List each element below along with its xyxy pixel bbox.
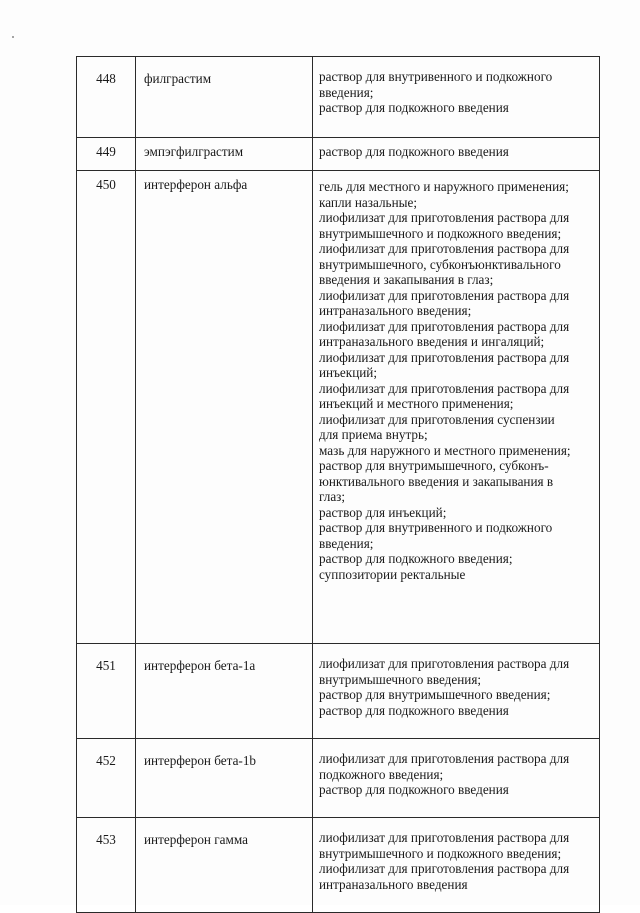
dosage-form-line: лиофилизат для приготовления раствора для <box>319 656 570 671</box>
dosage-form-line: внутримышечного введения; <box>319 671 482 687</box>
row-number: 449 <box>77 138 136 171</box>
dosage-forms <box>313 138 600 171</box>
table-row <box>77 138 600 171</box>
dosage-form-line: внутримышечного, субконъюнктивального <box>319 256 561 272</box>
dosage-form-line: раствор для подкожного введения <box>319 782 509 797</box>
dosage-form-line: внутримышечного и подкожного введения; <box>319 845 562 861</box>
dosage-form-line: лиофилизат для приготовления суспензии <box>319 411 555 427</box>
drug-name: интерферон бета-1b <box>136 739 313 818</box>
dosage-form-line: введения; <box>319 535 374 551</box>
scan-speck <box>12 36 14 38</box>
dosage-form-line: раствор для внутривенного и подкожного <box>319 69 553 84</box>
drug-name: филграстим <box>136 57 313 138</box>
drug-name: интерферон альфа <box>136 171 313 644</box>
dosage-form-line: инъекций и местного применения; <box>319 396 514 411</box>
dosage-form-line: интраназального введения; <box>319 303 472 318</box>
drug-name: эмпэгфилграстим <box>136 138 313 171</box>
table-row <box>77 171 600 644</box>
dosage-forms <box>313 739 600 818</box>
row-number: 451 <box>77 644 136 739</box>
dosage-form-line: лиофилизат для приготовления раствора для <box>319 287 570 303</box>
table-row <box>77 644 600 739</box>
dosage-form-line: инъекций; <box>319 365 378 380</box>
dosage-form-line: внутримышечного и подкожного введения; <box>319 225 562 241</box>
drug-name: интерферон гамма <box>136 818 313 913</box>
row-number: 453 <box>77 818 136 913</box>
table-row <box>77 818 600 913</box>
dosage-form-line: введения; <box>319 84 374 100</box>
dosage-forms <box>313 818 600 913</box>
dosage-form-line: лиофилизат для приготовления раствора для <box>319 210 570 225</box>
dosage-form-line: лиофилизат для приготовления раствора для <box>319 380 570 396</box>
dosage-form-line: раствор для внутривенного и подкожного <box>319 520 553 535</box>
dosage-form-line: гель для местного и наружного применения; <box>319 179 569 194</box>
row-number: 450 <box>77 171 136 644</box>
dosage-form-line: глаз; <box>319 489 346 504</box>
drug-name: интерферон бета-1a <box>136 644 313 739</box>
dosage-form-line: суппозитории ректальные <box>319 566 466 582</box>
table-row <box>77 57 600 138</box>
row-number: 452 <box>77 739 136 818</box>
table-row <box>77 739 600 818</box>
dosage-form-line: раствор для подкожного введения <box>319 702 509 718</box>
dosage-form-line: интраназального введения и ингаляций; <box>319 334 545 349</box>
dosage-form-line: капли назальные; <box>319 194 417 210</box>
dosage-form-line: мазь для наружного и местного применения; <box>319 442 571 458</box>
dosage-form-line: раствор для подкожного введения; <box>319 551 513 566</box>
dosage-form-line: лиофилизат для приготовления раствора для <box>319 830 570 845</box>
dosage-form-line: раствор для подкожного введения <box>319 100 509 115</box>
dosage-form-line: для приема внутрь; <box>319 427 428 442</box>
dosage-form-line: лиофилизат для приготовления раствора для <box>319 349 570 365</box>
dosage-form-line: лиофилизат для приготовления раствора для <box>319 751 570 766</box>
dosage-form-line: лиофилизат для приготовления раствора для <box>319 861 570 876</box>
dosage-forms <box>313 171 600 644</box>
dosage-form-line: подкожного введения; <box>319 766 444 782</box>
dosage-form-line: раствор для внутримышечного введения; <box>319 687 551 702</box>
dosage-form-line: введения и закапывания в глаз; <box>319 272 494 287</box>
dosage-form-line: раствор для внутримышечного, субконъ- <box>319 458 549 473</box>
dosage-forms <box>313 644 600 739</box>
drug-table <box>76 56 600 913</box>
dosage-form-line: юнктивального введения и закапывания в <box>319 473 554 489</box>
row-number: 448 <box>77 57 136 138</box>
dosage-form-line: интраназального введения <box>319 876 468 892</box>
dosage-form-line: раствор для подкожного введения <box>319 144 509 159</box>
dosage-form-line: раствор для инъекций; <box>319 504 447 520</box>
dosage-forms <box>313 57 600 138</box>
dosage-form-line: лиофилизат для приготовления раствора для <box>319 241 570 256</box>
dosage-form-line: лиофилизат для приготовления раствора для <box>319 318 570 334</box>
